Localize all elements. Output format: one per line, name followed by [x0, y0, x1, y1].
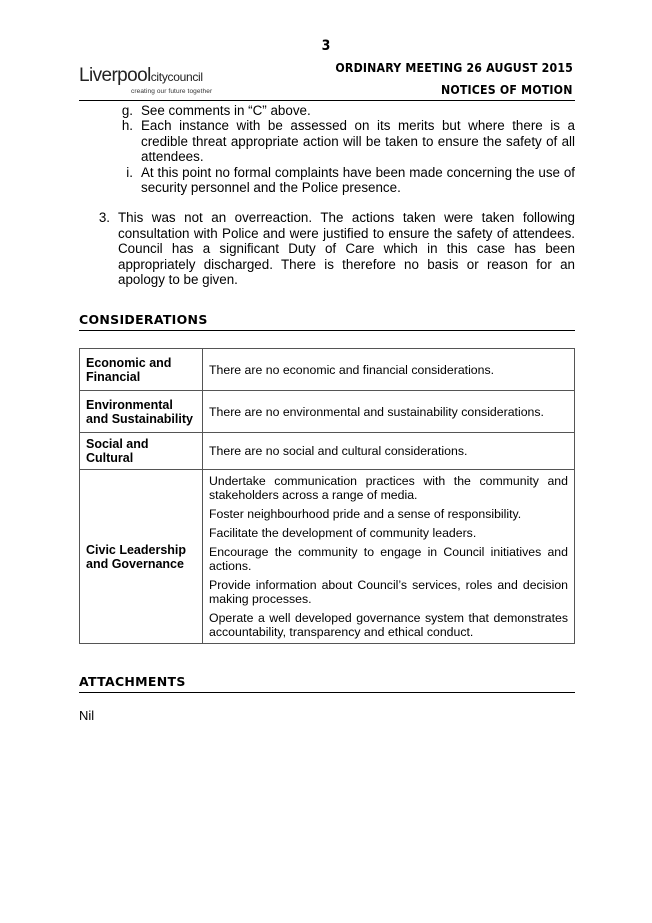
- description-text: There are no environmental and sustainability considerations.: [209, 404, 544, 419]
- description-text: Encourage the community to engage in Council initiatives and actions.: [209, 545, 568, 573]
- attachments-heading: ATTACHMENTS: [79, 674, 575, 693]
- point-text: This was not an overreaction. The actions taken were taken following consultation with Police and were justified to ensure the safety of attendees. Council has a significant Duty of Care which in this case has been appropriately discharged. There is therefore no basis or reason for an apology to be given.: [118, 210, 575, 288]
- logo-city-text: citycouncil: [150, 70, 203, 84]
- list-item-text: At this point no formal complaints have been made concerning the use of security personnel and the Police presence.: [141, 164, 575, 196]
- lettered-list: [79, 103, 575, 195]
- description-cell: [203, 391, 575, 433]
- considerations-table: [79, 348, 575, 644]
- page-number: 3: [321, 38, 331, 54]
- list-marker: i.: [126, 164, 133, 180]
- list-item: [79, 165, 575, 196]
- description-text: Provide information about Council’s services, roles and decision making processes.: [209, 578, 568, 606]
- numbered-point: [79, 210, 575, 287]
- table-row: [80, 349, 575, 391]
- description-cell: [203, 349, 575, 391]
- table-row: [80, 470, 575, 644]
- description-cell: [203, 470, 575, 644]
- description-text: There are no social and cultural considerations.: [209, 444, 468, 458]
- logo-tagline: creating our future together: [131, 88, 213, 95]
- description-text: There are no economic and financial considerations.: [209, 362, 495, 377]
- point-marker: 3.: [98, 210, 110, 226]
- logo-main-text: Liverpool: [79, 65, 151, 86]
- category-cell: Civic Leadership and Governance: [80, 470, 203, 644]
- category-cell: Economic and Financial: [80, 349, 203, 391]
- council-logo: [79, 66, 212, 95]
- meeting-title: ORDINARY MEETING 26 AUGUST 2015: [335, 60, 573, 75]
- description-text: Foster neighbourhood pride and a sense of responsibility.: [209, 507, 522, 521]
- list-marker: h.: [121, 118, 133, 134]
- attachments-text: Nil: [79, 708, 95, 723]
- table-row: [80, 433, 575, 470]
- description-text: Facilitate the development of community leaders.: [209, 526, 477, 540]
- header-divider: [79, 100, 575, 101]
- category-cell: Social and Cultural: [80, 433, 203, 470]
- description-text: Operate a well developed governance system that demonstrates accountability, transparency and ethical conduct.: [209, 611, 568, 639]
- list-item-text: Each instance with be assessed on its merits but where there is a credible threat appropriate action will be taken to ensure the safety of all attendees.: [141, 118, 575, 165]
- considerations-heading: CONSIDERATIONS: [79, 312, 575, 331]
- list-item-text: See comments in “C” above.: [141, 103, 311, 118]
- description-cell: [203, 433, 575, 470]
- list-marker: g.: [121, 103, 133, 118]
- body-text: [79, 103, 575, 287]
- description-text: Undertake communication practices with the community and stakeholders across a range of media.: [209, 474, 568, 502]
- category-cell: Environmental and Sustainability: [80, 391, 203, 433]
- section-title: NOTICES OF MOTION: [441, 82, 573, 97]
- list-item: [79, 103, 575, 118]
- table-row: [80, 391, 575, 433]
- list-item: [79, 118, 575, 164]
